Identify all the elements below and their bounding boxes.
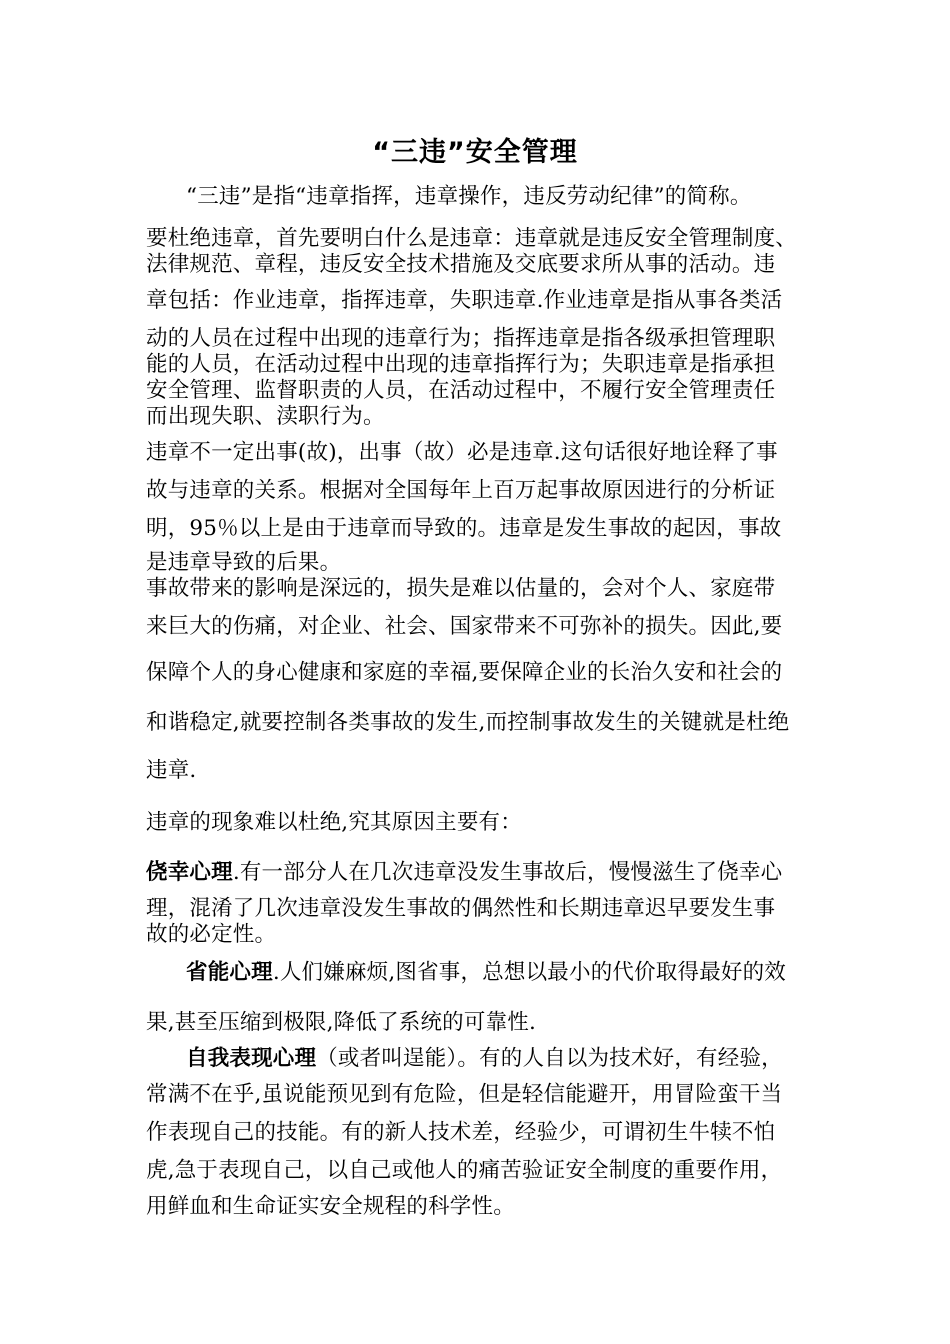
bold-heading-luck: 侥幸心理: [146, 860, 233, 885]
paragraph-line: 虎,急于表现自己，以自己或他人的痛苦验证安全制度的重要作用，: [146, 1158, 783, 1183]
paragraph-line: 违章不一定出事(故)，出事（故）必是违章.这句话很好地诠释了事: [146, 440, 778, 465]
paragraph-text: 有一部分人在几次违章没发生事故后，慢慢滋生了侥幸心: [239, 860, 783, 885]
paragraph-line: 来巨大的伤痛，对企业、社会、国家带来不可弥补的损失。因此,要: [146, 614, 783, 639]
heading-dot: .: [272, 960, 280, 985]
paragraph-line: 章包括：作业违章，指挥违章，失职违章.作业违章是指从事各类活: [146, 288, 783, 313]
paragraph-line: [186, 1046, 783, 1072]
paragraph-text: 人们嫌麻烦,图省事，总想以最小的代价取得最好的效: [279, 960, 786, 985]
bold-heading-show: 自我表现心理: [186, 1046, 317, 1071]
paragraph-line: 能的人员，在活动过程中出现的违章指挥行为；失职违章是指承担: [146, 352, 776, 377]
paragraph-line: 保障个人的身心健康和家庭的幸福,要保障企业的长治久安和社会的: [146, 660, 783, 685]
paragraph-line: 事故带来的影响是深远的，损失是难以估量的，会对个人、家庭带: [146, 576, 776, 601]
page-title: “三违”安全管理: [372, 137, 578, 168]
paragraph-text: （或者叫逞能）。有的人自以为技术好，有经验，: [316, 1046, 783, 1071]
paragraph-line: [146, 860, 782, 886]
paragraph-line: 作表现自己的技能。有的新人技术差，经验少，可谓初生牛犊不怕: [146, 1120, 776, 1145]
paragraph-line: “三违”是指“违章指挥，违章操作，违反劳动纪律”的简称。: [186, 184, 752, 209]
paragraph-line: 违章.: [146, 758, 197, 783]
paragraph-line: 和谐稳定,就要控制各类事故的发生,而控制事故发生的关键就是杜绝: [146, 710, 790, 735]
paragraph-line: 动的人员在过程中出现的违章行为；指挥违章是指各级承担管理职: [146, 326, 776, 351]
paragraph-line: 违章的现象难以杜绝,究其原因主要有：: [146, 810, 522, 835]
paragraph-line: 安全管理、监督职责的人员，在活动过程中，不履行安全管理责任: [146, 378, 776, 403]
paragraph-line: 果,甚至压缩到极限,降低了系统的可靠性.: [146, 1010, 537, 1035]
paragraph-line: 法律规范、章程，违反安全技术措施及交底要求所从事的活动。违: [146, 252, 776, 277]
paragraph-line: 用鲜血和生命证实安全规程的科学性。: [146, 1194, 515, 1219]
paragraph-line: 明，95％以上是由于违章而导致的。违章是发生事故的起因，事故: [146, 516, 782, 541]
heading-dot: .: [232, 860, 240, 885]
paragraph-line: 故与违章的关系。根据对全国每年上百万起事故原因进行的分析证: [146, 478, 776, 503]
paragraph-line: 要杜绝违章，首先要明白什么是违章：违章就是违反安全管理制度、: [146, 226, 798, 251]
paragraph-line: [186, 960, 786, 986]
paragraph-line: 是违章导致的后果。: [146, 550, 342, 575]
bold-heading-save: 省能心理: [186, 960, 273, 985]
paragraph-line: 故的必定性。: [146, 922, 277, 947]
paragraph-line: 理，混淆了几次违章没发生事故的偶然性和长期违章迟早要发生事: [146, 896, 776, 921]
paragraph-line: 而出现失职、渎职行为。: [146, 404, 385, 429]
paragraph-line: 常满不在乎,虽说能预见到有危险，但是轻信能避开，用冒险蛮干当: [146, 1082, 783, 1107]
